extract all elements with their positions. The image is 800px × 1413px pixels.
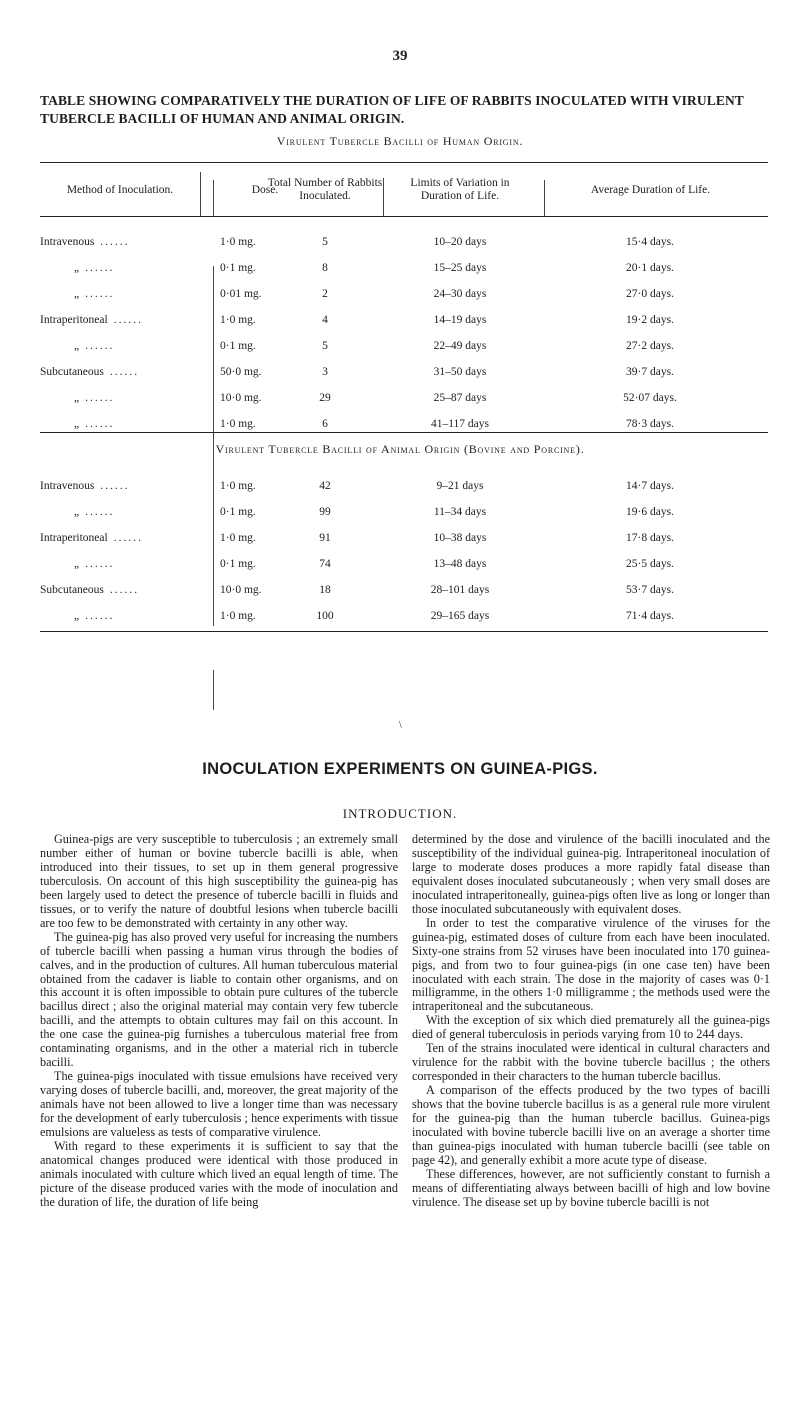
introduction-heading: INTRODUCTION. [342, 806, 458, 821]
row-number: 99 [319, 506, 331, 518]
row-average: 53·7 days. [626, 584, 674, 596]
page-number: 39 [392, 48, 408, 64]
row-number: 8 [322, 262, 328, 274]
table-row [40, 480, 768, 500]
row-method: Intravenous ...... [40, 480, 130, 492]
row-average: 19·2 days. [626, 314, 674, 326]
column-divider [383, 178, 384, 216]
row-dose: 0·1 mg. [220, 506, 256, 518]
row-method: Intraperitoneal ...... [40, 532, 143, 544]
paragraph: Guinea-pigs are very susceptible to tuberculosis ; an extremely small number either of human or bovine tubercle bacilli is able, when introduced into their tissues, to set up in them general progressive tuberculosis. On account of this high susceptibility the guinea-pig has been largely used to detect the presence of tubercle bacilli in fluids and tissues, or to verify the nature of doubtful lesions when tubercle bacilli are too few to be demonstrated with certainty in any other way. [40, 832, 398, 930]
table-header [40, 164, 768, 216]
table-bottom-rule [40, 631, 768, 632]
row-limits: 9–21 days [436, 480, 484, 492]
column-divider [544, 180, 545, 216]
row-number: 29 [319, 392, 331, 404]
row-method: „ ...... [74, 506, 115, 518]
section-divider-rule [40, 432, 768, 433]
paragraph: With regard to these experiments it is sufficient to say that the anatomical changes produced were identical with those produced in animals inoculated with culture which lived an equal length of time. The picture of the disease produced varies with the mode of inoculation and the duration of life, the duration of life being [40, 1138, 398, 1209]
row-method: Subcutaneous ...... [40, 584, 140, 596]
row-limits: 41–117 days [430, 418, 490, 430]
row-dose: 10·0 mg. [220, 584, 262, 596]
row-average: 27·0 days. [626, 288, 674, 300]
row-limits: 15–25 days [433, 262, 487, 274]
row-limits: 24–30 days [433, 288, 487, 300]
table-row [40, 610, 768, 630]
row-dose: 1·0 mg. [220, 418, 256, 430]
row-limits: 10–38 days [433, 532, 487, 544]
table-title: TABLE SHOWING COMPARATIVELY THE DURATION OF LIFE OF RABBITS INOCULATED WITH VIRULENT TUBERCLE BACILLI OF HUMAN AND ANIMAL ORIGIN. [40, 93, 744, 126]
row-method: Intraperitoneal ...... [40, 314, 143, 326]
header-limits: Limits of Variation in Duration of Life. [410, 177, 510, 202]
row-limits: 14–19 days [433, 314, 487, 326]
row-dose: 10·0 mg. [220, 392, 262, 404]
paragraph: The guinea-pig has also proved very useful for increasing the numbers of tubercle bacilli when passing a human virus through the bodies of calves, and in the production of cultures. All human tuberculous material obtained from the cadaver is liable to contain other organisms, and on this account it is often impossible to obtain pure cultures of the tubercle bacillus direct ; also the original material may contain very few tubercle bacilli, and the attempts to obtain cultures may fail on this account. In the one case the guinea-pig furnishes a tuberculous material free from contaminating organisms, and in the other a material rich in tubercle bacilli. [40, 929, 398, 1070]
row-method: „ ...... [74, 288, 115, 300]
row-dose: 0·1 mg. [220, 262, 256, 274]
table-row [40, 340, 768, 360]
table-row [40, 236, 768, 256]
row-limits: 22–49 days [433, 340, 487, 352]
row-number: 2 [322, 288, 328, 300]
paragraph: In order to test the comparative virulence of the viruses for the guinea-pig, estimated doses of culture from each have been inoculated. Sixty-one strains from 52 viruses have been inoculated into 170 guinea-pigs, and from two to four guinea-pigs (in one case ten) have been inoculated with each strain. The dose in the majority of cases was 0·1 milligramme, in the others 1·0 milligramme ; the methods used were the intraperitoneal and the subcutaneous. [412, 915, 770, 1014]
row-limits: 29–165 days [430, 610, 490, 622]
paragraph: determined by the dose and virulence of the bacilli inoculated and the susceptibility of the individual guinea-pig. Intraperitoneal inoculation of large to moderate doses produces a more rapidly fatal disease than equivalent doses inoculated subcutaneously ; when very small doses are inoculated intraperitoneally, guinea-pigs often live as long or longer than those inoculated subcutaneously with equivalent doses. [412, 832, 770, 916]
stray-mark: \ [399, 720, 402, 731]
row-number: 18 [319, 584, 331, 596]
column-divider [213, 180, 214, 216]
row-average: 17·8 days. [626, 532, 674, 544]
row-average: 19·6 days. [626, 506, 674, 518]
paragraph: Ten of the strains inoculated were identical in cultural characters and virulence for the rabbit with the bovine tubercle bacillus ; the others corresponded in their characters to the human tubercle bacillus. [412, 1041, 770, 1084]
table-row [40, 314, 768, 334]
paragraph: A comparison of the effects produced by the two types of bacilli shows that the bovine tubercle bacillus is as a general rule more virulent for the guinea-pig than the human tubercle bacillus. Guinea-pigs inoculated with bovine tubercle bacilli live on an average a shorter time than guinea-pigs inoculated with human tubercle bacilli (see table on page 42), and generally exhibit a more acute type of disease. [412, 1083, 770, 1167]
row-dose: 0·1 mg. [220, 340, 256, 352]
row-dose: 1·0 mg. [220, 314, 256, 326]
row-average: 27·2 days. [626, 340, 674, 352]
row-number: 6 [322, 418, 328, 430]
column-divider [200, 172, 201, 216]
header-bottom-rule [40, 216, 768, 217]
header-number: Total Number of Rabbits Inoculated. [267, 177, 383, 202]
header-dose: Dose. [251, 183, 279, 196]
table-row [40, 584, 768, 604]
row-limits: 13–48 days [433, 558, 487, 570]
right-text-column [412, 833, 770, 1210]
table-row [40, 288, 768, 308]
row-number: 4 [322, 314, 328, 326]
row-number: 42 [319, 480, 331, 492]
row-average: 39·7 days. [626, 366, 674, 378]
paragraph: With the exception of six which died prematurely all the guinea-pigs died of general tuberculosis in periods varying from 10 to 244 days. [412, 1013, 770, 1042]
row-dose: 1·0 mg. [220, 610, 256, 622]
row-dose: 0·1 mg. [220, 558, 256, 570]
row-dose: 1·0 mg. [220, 236, 256, 248]
row-limits: 11–34 days [433, 506, 487, 518]
table-row [40, 558, 768, 578]
table-row [40, 366, 768, 386]
row-average: 71·4 days. [626, 610, 674, 622]
row-method: „ ...... [74, 340, 115, 352]
row-dose: 0·01 mg. [220, 288, 262, 300]
paragraph: The guinea-pigs inoculated with tissue emulsions have received very varying doses of tubercle bacilli, and, moreover, the great majority of the animals have not been allowed to live a longer time than was necessary for the development of early tuberculosis ; hence experiments with tissue emulsions are valueless as tests of comparative virulence. [40, 1069, 398, 1140]
row-limits: 10–20 days [433, 236, 487, 248]
row-number: 5 [322, 340, 328, 352]
row-number: 100 [316, 610, 334, 622]
section-human-heading: Virulent Tubercle Bacilli of Human Origin. [276, 134, 524, 148]
row-dose: 1·0 mg. [220, 532, 256, 544]
row-average: 20·1 days. [626, 262, 674, 274]
row-dose: 50·0 mg. [220, 366, 262, 378]
row-dose: 1·0 mg. [220, 480, 256, 492]
column-divider [213, 670, 214, 710]
row-average: 25·5 days. [626, 558, 674, 570]
row-average: 78·3 days. [626, 418, 674, 430]
row-method: Subcutaneous ...... [40, 366, 140, 378]
table-row [40, 506, 768, 526]
table-row [40, 262, 768, 282]
row-number: 3 [322, 366, 328, 378]
paragraph: These differences, however, are not sufficiently constant to furnish a means of differentiating always between bacilli of high and low bovine virulence. The disease set up by bovine tubercle bacilli is not [412, 1166, 770, 1209]
article-title: INOCULATION EXPERIMENTS ON GUINEA-PIGS. [202, 760, 598, 778]
row-method: „ ...... [74, 610, 115, 622]
table-row [40, 418, 768, 438]
table-row [40, 532, 768, 552]
header-method: Method of Inoculation. [66, 183, 174, 196]
row-limits: 25–87 days [433, 392, 487, 404]
row-method: „ ...... [74, 262, 115, 274]
row-average: 15·4 days. [626, 236, 674, 248]
row-method: Intravenous ...... [40, 236, 130, 248]
row-method: „ ...... [74, 558, 115, 570]
row-average: 52·07 days. [623, 392, 677, 404]
row-method: „ ...... [74, 418, 115, 430]
header-average: Average Duration of Life. [590, 183, 711, 196]
table-row [40, 392, 768, 412]
table-top-rule [40, 162, 768, 163]
row-number: 74 [319, 558, 331, 570]
row-limits: 28–101 days [430, 584, 490, 596]
row-number: 91 [319, 532, 331, 544]
section-animal-heading: Virulent Tubercle Bacilli of Animal Origin (Bovine and Porcine). [215, 442, 585, 456]
row-average: 14·7 days. [626, 480, 674, 492]
left-text-column [40, 833, 398, 1210]
row-method: „ ...... [74, 392, 115, 404]
row-number: 5 [322, 236, 328, 248]
row-limits: 31–50 days [433, 366, 487, 378]
